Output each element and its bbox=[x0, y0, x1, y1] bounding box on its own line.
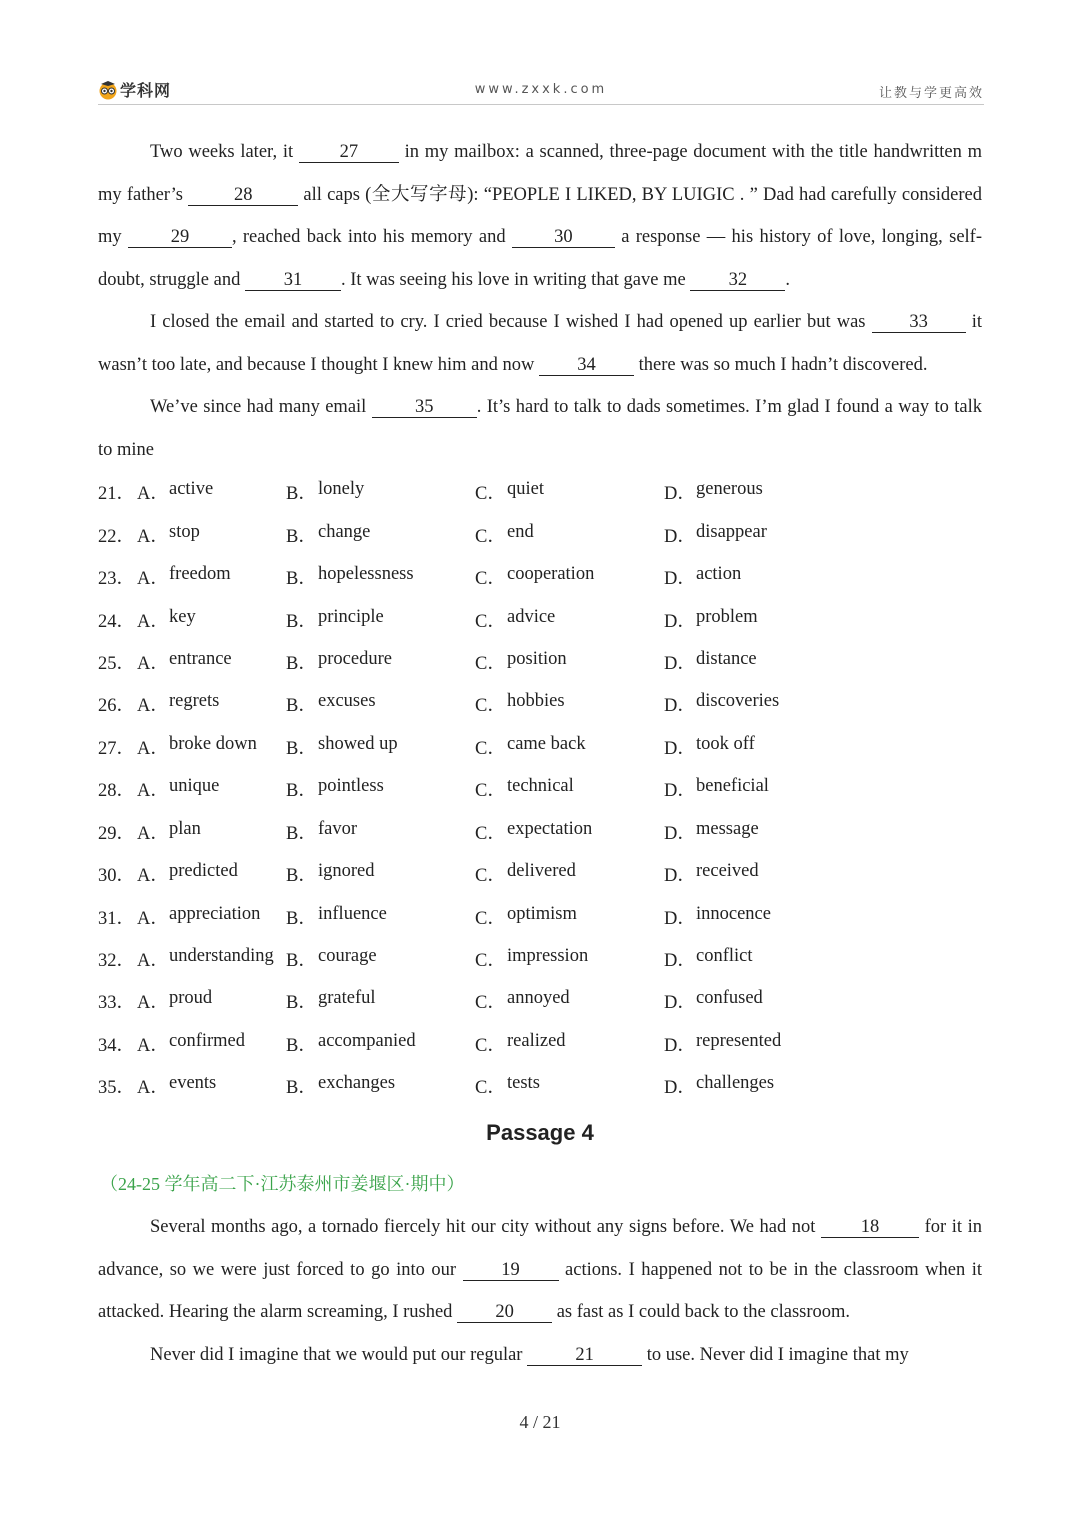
option-a[interactable] bbox=[137, 522, 286, 548]
option-d[interactable] bbox=[664, 819, 864, 845]
option-letter: B． bbox=[286, 993, 317, 1014]
option-text: quiet bbox=[507, 479, 544, 500]
passage-source: （24-25 学年高二下·江苏泰州市姜堰区·期中） bbox=[100, 1174, 465, 1194]
option-b[interactable] bbox=[286, 904, 475, 930]
option-c[interactable] bbox=[475, 776, 664, 802]
option-text: expectation bbox=[507, 818, 593, 839]
option-d[interactable] bbox=[664, 734, 864, 760]
option-d[interactable] bbox=[664, 904, 864, 930]
option-letter: A． bbox=[137, 1035, 169, 1056]
option-letter: C． bbox=[475, 738, 506, 759]
option-c[interactable] bbox=[475, 861, 664, 887]
question-row bbox=[98, 938, 982, 980]
option-text: end bbox=[507, 521, 534, 542]
option-letter: D． bbox=[664, 823, 696, 844]
blank-21[interactable]: 21 bbox=[527, 1345, 642, 1366]
option-d[interactable] bbox=[664, 1031, 864, 1057]
option-c[interactable] bbox=[475, 522, 664, 548]
option-b[interactable] bbox=[286, 819, 475, 845]
option-letter: C． bbox=[475, 526, 506, 547]
option-text: realized bbox=[507, 1030, 566, 1051]
option-d[interactable] bbox=[664, 691, 864, 717]
option-text: confirmed bbox=[169, 1030, 246, 1051]
option-b[interactable] bbox=[286, 776, 475, 802]
option-b[interactable] bbox=[286, 734, 475, 760]
question-number: 28． bbox=[98, 781, 136, 802]
option-letter: B． bbox=[286, 951, 317, 972]
option-c[interactable] bbox=[475, 691, 664, 717]
question-number: 27． bbox=[98, 738, 136, 759]
option-b[interactable] bbox=[286, 564, 475, 590]
passage-title: Passage 4 bbox=[486, 1120, 594, 1145]
option-letter: C． bbox=[475, 1078, 506, 1099]
option-letter: A． bbox=[137, 696, 169, 717]
option-text: message bbox=[696, 818, 759, 839]
option-letter: D． bbox=[664, 526, 696, 547]
option-text: impression bbox=[507, 946, 589, 967]
option-text: unique bbox=[169, 776, 220, 797]
option-text: tests bbox=[507, 1073, 540, 1094]
option-text: plan bbox=[169, 818, 201, 839]
option-text: predicted bbox=[169, 861, 238, 882]
option-letter: B． bbox=[286, 823, 317, 844]
option-letter: A． bbox=[137, 653, 169, 674]
option-a[interactable] bbox=[137, 819, 286, 845]
question-row bbox=[98, 895, 982, 937]
option-text: hobbies bbox=[507, 691, 565, 712]
option-letter: C． bbox=[475, 653, 506, 674]
blank-18[interactable]: 18 bbox=[821, 1217, 919, 1238]
passage3-paragraph-1: Two weeks later, it 27 in my mailbox: a scanned, three-page document with the title handwritten m my father’s 28 all caps (全大写字母): “PEOPLE I LIKED, BY LUIGIC . ” Dad had carefully considered my 29 , reached back into his memory and 30 a response — his history of love, longing, self-doubt, struggle and 31 . It was seeing his love in writing that gave me 32 . bbox=[98, 142, 982, 290]
question-number: 33． bbox=[98, 993, 136, 1014]
question-row bbox=[98, 556, 982, 598]
blank-28[interactable]: 28 bbox=[188, 185, 298, 206]
option-letter: D． bbox=[664, 738, 696, 759]
question-number: 26． bbox=[98, 696, 136, 717]
option-letter: D． bbox=[664, 908, 696, 929]
option-letter: C． bbox=[475, 866, 506, 887]
option-text: challenges bbox=[696, 1073, 775, 1094]
option-letter: A． bbox=[137, 823, 169, 844]
option-a[interactable] bbox=[137, 479, 286, 505]
blank-20[interactable]: 20 bbox=[457, 1302, 552, 1323]
question-number: 31． bbox=[98, 908, 136, 929]
blank-31[interactable]: 31 bbox=[245, 270, 341, 291]
option-text: beneficial bbox=[696, 776, 769, 797]
option-letter: A． bbox=[137, 484, 169, 505]
blank-29[interactable]: 29 bbox=[128, 227, 232, 248]
logo-text: 学科网 bbox=[120, 81, 172, 100]
option-text: key bbox=[169, 606, 196, 627]
question-number: 35． bbox=[98, 1078, 136, 1099]
option-letter: C． bbox=[475, 696, 506, 717]
option-letter: D． bbox=[664, 484, 696, 505]
option-letter: A． bbox=[137, 993, 169, 1014]
option-d[interactable] bbox=[664, 946, 864, 972]
option-text: pointless bbox=[318, 776, 384, 797]
option-b[interactable] bbox=[286, 946, 475, 972]
option-b[interactable] bbox=[286, 861, 475, 887]
question-row bbox=[98, 726, 982, 768]
passage4-paragraph-2: Never did I imagine that we would put our regular 21 to use. Never did I imagine that my bbox=[150, 1345, 909, 1365]
option-letter: D． bbox=[664, 569, 696, 590]
option-text: understanding bbox=[169, 946, 274, 967]
option-letter: D． bbox=[664, 781, 696, 802]
option-a[interactable] bbox=[137, 776, 286, 802]
option-letter: D． bbox=[664, 866, 696, 887]
option-letter: D． bbox=[664, 951, 696, 972]
question-row bbox=[98, 471, 982, 513]
option-text: appreciation bbox=[169, 903, 261, 924]
question-row bbox=[98, 641, 982, 683]
option-c[interactable] bbox=[475, 1031, 664, 1057]
question-number: 21． bbox=[98, 484, 136, 505]
option-text: courage bbox=[318, 946, 377, 967]
option-text: annoyed bbox=[507, 988, 570, 1009]
option-a[interactable] bbox=[137, 649, 286, 675]
option-text: confused bbox=[696, 988, 763, 1009]
option-text: events bbox=[169, 1073, 217, 1094]
blank-33[interactable]: 33 bbox=[872, 312, 966, 333]
option-text: showed up bbox=[318, 733, 398, 754]
option-letter: D． bbox=[664, 653, 696, 674]
question-number: 29． bbox=[98, 823, 136, 844]
question-row bbox=[98, 513, 982, 555]
option-text: cooperation bbox=[507, 564, 595, 585]
option-text: optimism bbox=[507, 903, 577, 924]
option-c[interactable] bbox=[475, 607, 664, 633]
option-text: freedom bbox=[169, 564, 231, 585]
option-text: innocence bbox=[696, 903, 771, 924]
option-text: regrets bbox=[169, 691, 220, 712]
option-c[interactable] bbox=[475, 904, 664, 930]
option-text: disappear bbox=[696, 521, 767, 542]
passage3-paragraph-2: I closed the email and started to cry. I cried because I wished I had opened up earlier but was 33 it wasn’t too late, and because I thought I knew him and now 34 there was so much I hadn’t discovered. bbox=[98, 312, 983, 375]
option-text: position bbox=[507, 648, 567, 669]
option-letter: B． bbox=[286, 1035, 317, 1056]
option-text: ignored bbox=[318, 861, 375, 882]
option-c[interactable] bbox=[475, 988, 664, 1014]
option-text: stop bbox=[169, 521, 200, 542]
option-c[interactable] bbox=[475, 564, 664, 590]
option-letter: B． bbox=[286, 484, 317, 505]
blank-34[interactable]: 34 bbox=[539, 355, 634, 376]
option-a[interactable] bbox=[137, 861, 286, 887]
option-letter: A． bbox=[137, 738, 169, 759]
page-number: 4 / 21 bbox=[519, 1412, 561, 1432]
option-letter: A． bbox=[137, 908, 169, 929]
passage3-paragraph-3: We’ve since had many email 35 . It’s hard to talk to dads sometimes. I’m glad I found a way to talk to mine bbox=[98, 397, 982, 460]
question-row bbox=[98, 598, 982, 640]
option-d[interactable] bbox=[664, 649, 864, 675]
option-a[interactable] bbox=[137, 734, 286, 760]
question-number: 34． bbox=[98, 1035, 136, 1056]
option-letter: A． bbox=[137, 781, 169, 802]
option-letter: B． bbox=[286, 738, 317, 759]
question-row bbox=[98, 683, 982, 725]
option-letter: D． bbox=[664, 993, 696, 1014]
question-row bbox=[98, 853, 982, 895]
option-d[interactable] bbox=[664, 479, 864, 505]
option-letter: A． bbox=[137, 951, 169, 972]
option-letter: A． bbox=[137, 569, 169, 590]
blank-30[interactable]: 30 bbox=[512, 227, 615, 248]
blank-35[interactable]: 35 bbox=[372, 397, 477, 418]
option-d[interactable] bbox=[664, 607, 864, 633]
option-text: accompanied bbox=[318, 1030, 416, 1051]
option-text: conflict bbox=[696, 946, 753, 967]
option-b[interactable] bbox=[286, 1031, 475, 1057]
option-a[interactable] bbox=[137, 607, 286, 633]
option-text: delivered bbox=[507, 861, 576, 882]
option-a[interactable] bbox=[137, 904, 286, 930]
blank-32[interactable]: 32 bbox=[690, 270, 785, 291]
blank-27[interactable]: 27 bbox=[299, 142, 399, 163]
option-text: represented bbox=[696, 1030, 782, 1051]
option-c[interactable] bbox=[475, 649, 664, 675]
option-text: favor bbox=[318, 818, 358, 839]
question-number: 23． bbox=[98, 569, 136, 590]
option-letter: B． bbox=[286, 1078, 317, 1099]
option-text: advice bbox=[507, 606, 556, 627]
option-text: hopelessness bbox=[318, 564, 414, 585]
option-a[interactable] bbox=[137, 691, 286, 717]
option-a[interactable] bbox=[137, 564, 286, 590]
option-text: lonely bbox=[318, 479, 365, 500]
option-letter: B． bbox=[286, 526, 317, 547]
option-letter: A． bbox=[137, 1078, 169, 1099]
option-letter: C． bbox=[475, 951, 506, 972]
passage4-paragraph-1: Several months ago, a tornado fiercely hit our city without any signs before. We had not 18 for it in advance, so we were just forced to go into our 19 actions. I happened not to be in the classroom when it attacked. Hearing the alarm screaming, I rushed 20 as fast as I could back to the classroom. bbox=[98, 1217, 982, 1322]
option-text: broke down bbox=[169, 733, 257, 754]
option-text: grateful bbox=[318, 988, 376, 1009]
question-number: 24． bbox=[98, 611, 136, 632]
option-text: discoveries bbox=[696, 691, 780, 712]
option-letter: A． bbox=[137, 866, 169, 887]
option-d[interactable] bbox=[664, 861, 864, 887]
question-number: 30． bbox=[98, 866, 136, 887]
option-letter: C． bbox=[475, 484, 506, 505]
option-text: procedure bbox=[318, 648, 392, 669]
option-text: problem bbox=[696, 606, 758, 627]
option-b[interactable] bbox=[286, 479, 475, 505]
page-header bbox=[98, 74, 984, 105]
option-a[interactable] bbox=[137, 988, 286, 1014]
option-letter: A． bbox=[137, 526, 169, 547]
option-c[interactable] bbox=[475, 479, 664, 505]
question-row bbox=[98, 1023, 982, 1065]
option-text: came back bbox=[507, 733, 586, 754]
option-letter: D． bbox=[664, 611, 696, 632]
option-text: entrance bbox=[169, 648, 232, 669]
option-letter: B． bbox=[286, 908, 317, 929]
option-text: change bbox=[318, 521, 371, 542]
question-row bbox=[98, 768, 982, 810]
option-letter: C． bbox=[475, 823, 506, 844]
option-letter: C． bbox=[475, 781, 506, 802]
option-text: exchanges bbox=[318, 1073, 396, 1094]
option-d[interactable] bbox=[664, 522, 864, 548]
question-number: 22． bbox=[98, 526, 136, 547]
option-c[interactable] bbox=[475, 1073, 664, 1099]
option-letter: B． bbox=[286, 611, 317, 632]
option-a[interactable] bbox=[137, 946, 286, 972]
option-a[interactable] bbox=[137, 1073, 286, 1099]
option-b[interactable] bbox=[286, 1073, 475, 1099]
option-letter: B． bbox=[286, 653, 317, 674]
option-text: took off bbox=[696, 733, 755, 754]
question-number: 32． bbox=[98, 951, 136, 972]
option-letter: D． bbox=[664, 696, 696, 717]
option-text: influence bbox=[318, 903, 387, 924]
option-d[interactable] bbox=[664, 1073, 864, 1099]
option-d[interactable] bbox=[664, 564, 864, 590]
question-number: 25． bbox=[98, 653, 136, 674]
header-slogan: 让教与学更高效 bbox=[878, 86, 984, 101]
option-text: excuses bbox=[318, 691, 376, 712]
option-letter: C． bbox=[475, 908, 506, 929]
option-letter: D． bbox=[664, 1078, 696, 1099]
option-text: generous bbox=[696, 479, 763, 500]
option-text: proud bbox=[169, 988, 213, 1009]
option-c[interactable] bbox=[475, 734, 664, 760]
question-row bbox=[98, 811, 982, 853]
option-c[interactable] bbox=[475, 946, 664, 972]
option-text: action bbox=[696, 564, 742, 585]
option-b[interactable] bbox=[286, 607, 475, 633]
option-letter: A． bbox=[137, 611, 169, 632]
option-letter: B． bbox=[286, 781, 317, 802]
option-c[interactable] bbox=[475, 819, 664, 845]
option-letter: C． bbox=[475, 993, 506, 1014]
option-letter: D． bbox=[664, 1035, 696, 1056]
options-list bbox=[98, 471, 982, 1108]
option-a[interactable] bbox=[137, 1031, 286, 1057]
option-text: received bbox=[696, 861, 759, 882]
option-letter: C． bbox=[475, 611, 506, 632]
option-text: active bbox=[169, 479, 214, 500]
option-letter: C． bbox=[475, 1035, 506, 1056]
option-d[interactable] bbox=[664, 776, 864, 802]
option-letter: C． bbox=[475, 569, 506, 590]
option-text: principle bbox=[318, 606, 384, 627]
site-url: www.zxxk.com bbox=[474, 82, 608, 97]
option-text: distance bbox=[696, 648, 757, 669]
question-row bbox=[98, 980, 982, 1022]
option-text: technical bbox=[507, 776, 574, 797]
option-letter: B． bbox=[286, 569, 317, 590]
option-d[interactable] bbox=[664, 988, 864, 1014]
option-letter: B． bbox=[286, 696, 317, 717]
question-row bbox=[98, 1065, 982, 1107]
option-b[interactable] bbox=[286, 988, 475, 1014]
option-b[interactable] bbox=[286, 691, 475, 717]
option-b[interactable] bbox=[286, 522, 475, 548]
option-b[interactable] bbox=[286, 649, 475, 675]
option-letter: B． bbox=[286, 866, 317, 887]
blank-19[interactable]: 19 bbox=[463, 1260, 559, 1281]
